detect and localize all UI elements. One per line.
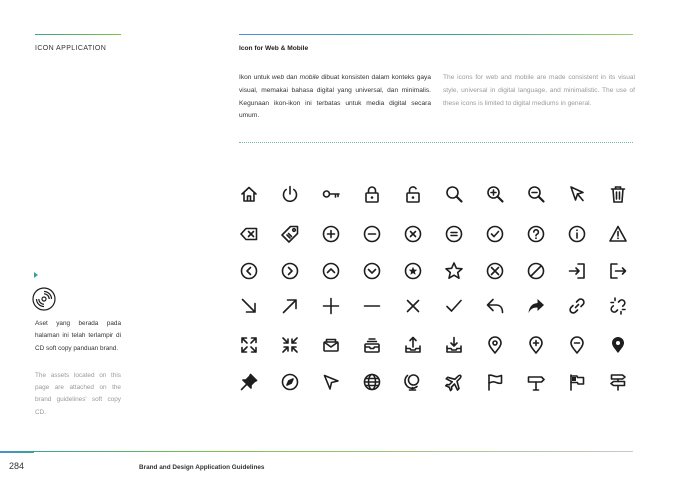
download-tray-icon (444, 335, 464, 355)
pushpin-icon (239, 372, 259, 392)
icon-grid (229, 176, 639, 402)
note-indonesian: Aset yang berada pada halaman ini telah terlampir di CD soft copy panduan brand. (35, 320, 121, 352)
signpost-double-icon (608, 372, 628, 392)
map-pin-icon (485, 335, 505, 355)
check-circle-icon (485, 224, 505, 244)
lock-closed-icon (362, 184, 382, 204)
home-icon (239, 184, 259, 204)
star-circle-icon (403, 261, 423, 281)
zoom-in-icon (485, 184, 505, 204)
trash-icon (608, 184, 628, 204)
search-icon (444, 184, 464, 204)
chevron-left-circle-icon (239, 261, 259, 281)
chevron-right-circle-icon (280, 261, 300, 281)
body-indonesian (239, 72, 431, 123)
link-icon (567, 296, 587, 316)
collapse-icon (280, 335, 300, 355)
note-english: The assets located on this page are attached on the brand guidelines' soft copy CD. (35, 372, 121, 416)
cancel-circle-icon (485, 261, 505, 281)
backspace-icon (239, 224, 259, 244)
expand-icon (239, 335, 259, 355)
share-icon (526, 296, 546, 316)
compass-icon (280, 372, 300, 392)
flag-icon (485, 372, 505, 392)
footer-rule-left (0, 451, 34, 453)
body-id-em-web: web (272, 74, 285, 81)
sign-out-icon (608, 261, 628, 281)
footer-rule-right (34, 451, 633, 452)
minus-circle-icon (362, 224, 382, 244)
upload-tray-icon (403, 335, 423, 355)
page-number: 284 (9, 461, 25, 471)
envelope-icon (321, 335, 341, 355)
lock-open-icon (403, 184, 423, 204)
map-pin-filled-icon (608, 335, 628, 355)
dotted-divider (239, 142, 633, 143)
sign-in-icon (567, 261, 587, 281)
tag-icon (280, 224, 300, 244)
reply-icon (485, 296, 505, 316)
chevron-down-circle-icon (362, 261, 382, 281)
key-icon (321, 184, 341, 204)
help-circle-icon (526, 224, 546, 244)
body-english: The icons for web and mobile are made consistent in its visual style, universal in digital language, and minimalistic. The use of these icons is limited to digital mediums in general. (443, 74, 635, 107)
info-circle-icon (567, 224, 587, 244)
body-id-part2: dan (284, 74, 300, 81)
unlink-icon (608, 296, 628, 316)
flag-alt-icon (567, 372, 587, 392)
section-label: ICON APPLICATION (35, 45, 107, 52)
zoom-out-icon (526, 184, 546, 204)
map-pin-plus-icon (526, 335, 546, 355)
signpost-icon (526, 372, 546, 392)
x-circle-icon (403, 224, 423, 244)
block-icon (526, 261, 546, 281)
navigation-icon (321, 372, 341, 392)
minus-icon (362, 296, 382, 316)
globe-icon (362, 372, 382, 392)
body-id-part3: dibuat konsisten dalam konteks gaya visual, memakai bahasa digital yang universal, dan minimalis. Kegunaan ikon-ikon ini terbatas untuk media digital secara umum. (239, 74, 431, 120)
arrow-up-right-icon (280, 296, 300, 316)
arrow-down-right-icon (239, 296, 259, 316)
globe-stand-icon (403, 372, 423, 392)
map-pin-minus-icon (567, 335, 587, 355)
footer-title: Brand and Design Application Guidelines (139, 464, 265, 471)
top-rule-left (35, 34, 121, 35)
cd-icon (32, 287, 56, 311)
cursor-icon (567, 184, 587, 204)
body-id-part1: Ikon untuk (239, 74, 273, 81)
note-marker (34, 272, 38, 278)
top-rule-right (239, 34, 633, 35)
plus-icon (321, 296, 341, 316)
body-id-em-mobile: mobile (299, 74, 320, 81)
airplane-icon (444, 372, 464, 392)
close-icon (403, 296, 423, 316)
plus-circle-icon (321, 224, 341, 244)
equal-circle-icon (444, 224, 464, 244)
page-title: Icon for Web & Mobile (239, 45, 309, 52)
inbox-icon (362, 335, 382, 355)
star-icon (444, 261, 464, 281)
power-icon (280, 184, 300, 204)
check-icon (444, 296, 464, 316)
warning-icon (608, 224, 628, 244)
chevron-up-circle-icon (321, 261, 341, 281)
